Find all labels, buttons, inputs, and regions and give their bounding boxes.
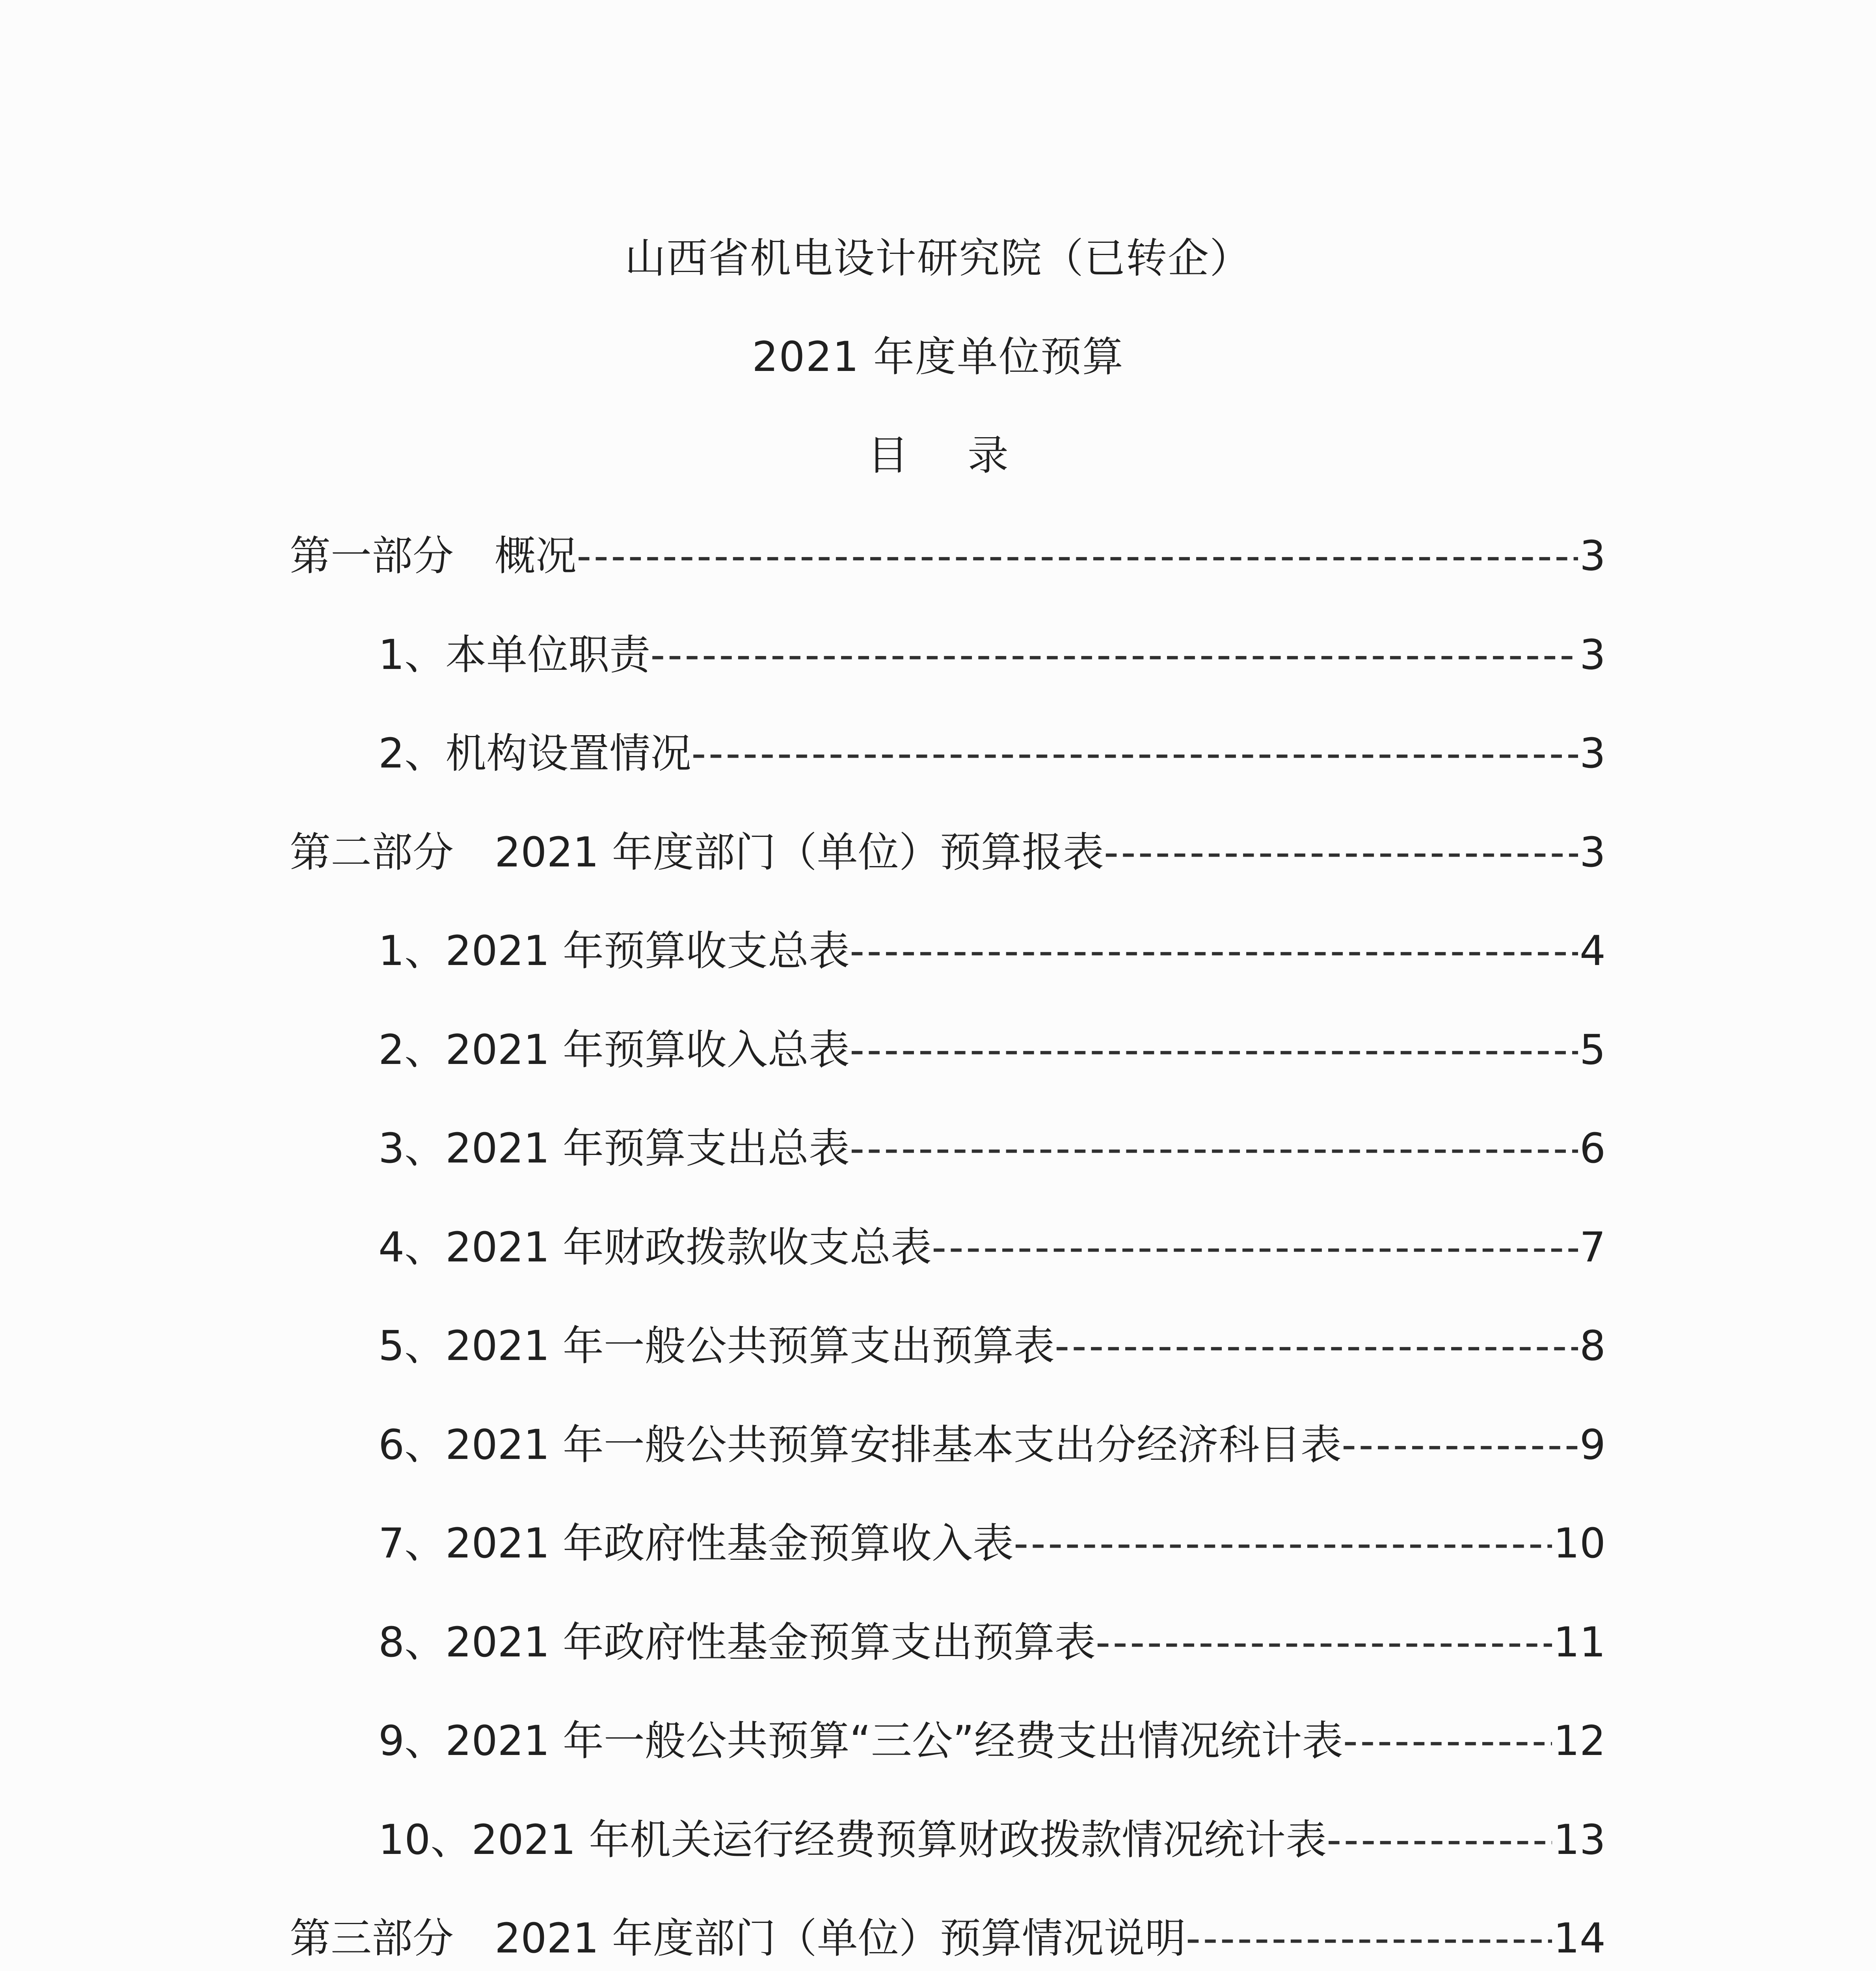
toc-entry-label: 3、2021 年预算支出总表 — [378, 1124, 850, 1172]
toc-entry-label: 第一部分 概况 — [290, 532, 577, 580]
toc-entry-label: 6、2021 年一般公共预算安排基本支出分经济科目表 — [378, 1420, 1342, 1469]
toc-entry[interactable] — [378, 1617, 1606, 1668]
toc-entry-page: 12 — [1553, 1717, 1606, 1765]
toc-entry[interactable] — [290, 827, 1606, 878]
toc-entry[interactable] — [378, 1518, 1606, 1569]
toc-entry-page: 4 — [1579, 927, 1606, 975]
toc-entry-page: 7 — [1579, 1223, 1606, 1271]
toc-entry[interactable] — [378, 925, 1606, 976]
toc-entry-label: 10、2021 年机关运行经费预算财政拨款情况统计表 — [378, 1815, 1327, 1864]
toc-dot-leader — [850, 925, 1578, 976]
toc-entry-page: 8 — [1579, 1322, 1606, 1370]
toc-entry-page: 10 — [1553, 1519, 1606, 1567]
toc-dot-leader — [1055, 1320, 1578, 1371]
document-title-budget: 2021 年度单位预算 — [752, 333, 1124, 381]
toc-entry-page: 3 — [1579, 729, 1606, 777]
toc-entry[interactable] — [378, 1419, 1606, 1470]
toc-heading: 目录 — [867, 431, 1068, 479]
toc-dot-leader — [1343, 1715, 1552, 1766]
toc-dot-leader — [1104, 827, 1578, 878]
toc-entry[interactable] — [378, 1715, 1606, 1766]
toc-entry-label: 第二部分 2021 年度部门（单位）预算报表 — [290, 828, 1104, 876]
toc-dot-leader — [932, 1222, 1578, 1273]
toc-entry-label: 1、本单位职责 — [378, 630, 651, 679]
toc-entry-page: 6 — [1579, 1124, 1606, 1172]
toc-entry[interactable] — [378, 1320, 1606, 1371]
toc-entry-label: 2、2021 年预算收入总表 — [378, 1025, 850, 1074]
toc-entry-label: 8、2021 年政府性基金预算支出预算表 — [378, 1618, 1096, 1666]
toc-entry[interactable] — [378, 728, 1606, 779]
toc-dot-leader — [850, 1024, 1578, 1075]
toc-entry[interactable] — [378, 1123, 1606, 1174]
toc-entry-page: 3 — [1579, 532, 1606, 580]
toc-dot-leader — [650, 629, 1578, 680]
toc-entry-label: 4、2021 年财政拨款收支总表 — [378, 1223, 932, 1271]
toc-entry-label: 5、2021 年一般公共预算支出预算表 — [378, 1322, 1055, 1370]
toc-dot-leader — [850, 1123, 1578, 1174]
toc-entry[interactable] — [378, 1024, 1606, 1075]
toc-entry[interactable] — [378, 629, 1606, 680]
toc-entry-page: 3 — [1579, 630, 1606, 679]
toc-dot-leader — [1096, 1617, 1552, 1668]
toc-dot-leader — [1014, 1518, 1552, 1569]
toc-entry-label: 9、2021 年一般公共预算“三公”经费支出情况统计表 — [378, 1717, 1343, 1765]
toc-entry-label: 7、2021 年政府性基金预算收入表 — [378, 1519, 1014, 1567]
toc-entry-label: 2、机构设置情况 — [378, 729, 692, 777]
toc-entry-page: 3 — [1579, 828, 1606, 876]
toc-entry[interactable] — [290, 530, 1606, 581]
toc-entry[interactable] — [378, 1814, 1606, 1865]
toc-dot-leader — [691, 728, 1578, 779]
toc-dot-leader — [1342, 1419, 1578, 1470]
toc-entry-label: 1、2021 年预算收支总表 — [378, 927, 850, 975]
toc-entry-page: 5 — [1579, 1025, 1606, 1074]
toc-entry-page: 9 — [1579, 1420, 1606, 1469]
toc-dot-leader — [1186, 1913, 1552, 1964]
toc-entry-page: 13 — [1553, 1815, 1606, 1864]
toc-dot-leader — [1327, 1814, 1552, 1865]
toc-entry[interactable] — [290, 1913, 1606, 1964]
toc-entry-page: 14 — [1553, 1914, 1606, 1962]
toc-entry-label: 第三部分 2021 年度部门（单位）预算情况说明 — [290, 1914, 1186, 1962]
toc-entry[interactable] — [378, 1222, 1606, 1273]
document-title-org: 山西省机电设计研究院（已转企） — [624, 234, 1251, 282]
toc-entry-page: 11 — [1553, 1618, 1606, 1666]
toc-dot-leader — [577, 530, 1578, 581]
